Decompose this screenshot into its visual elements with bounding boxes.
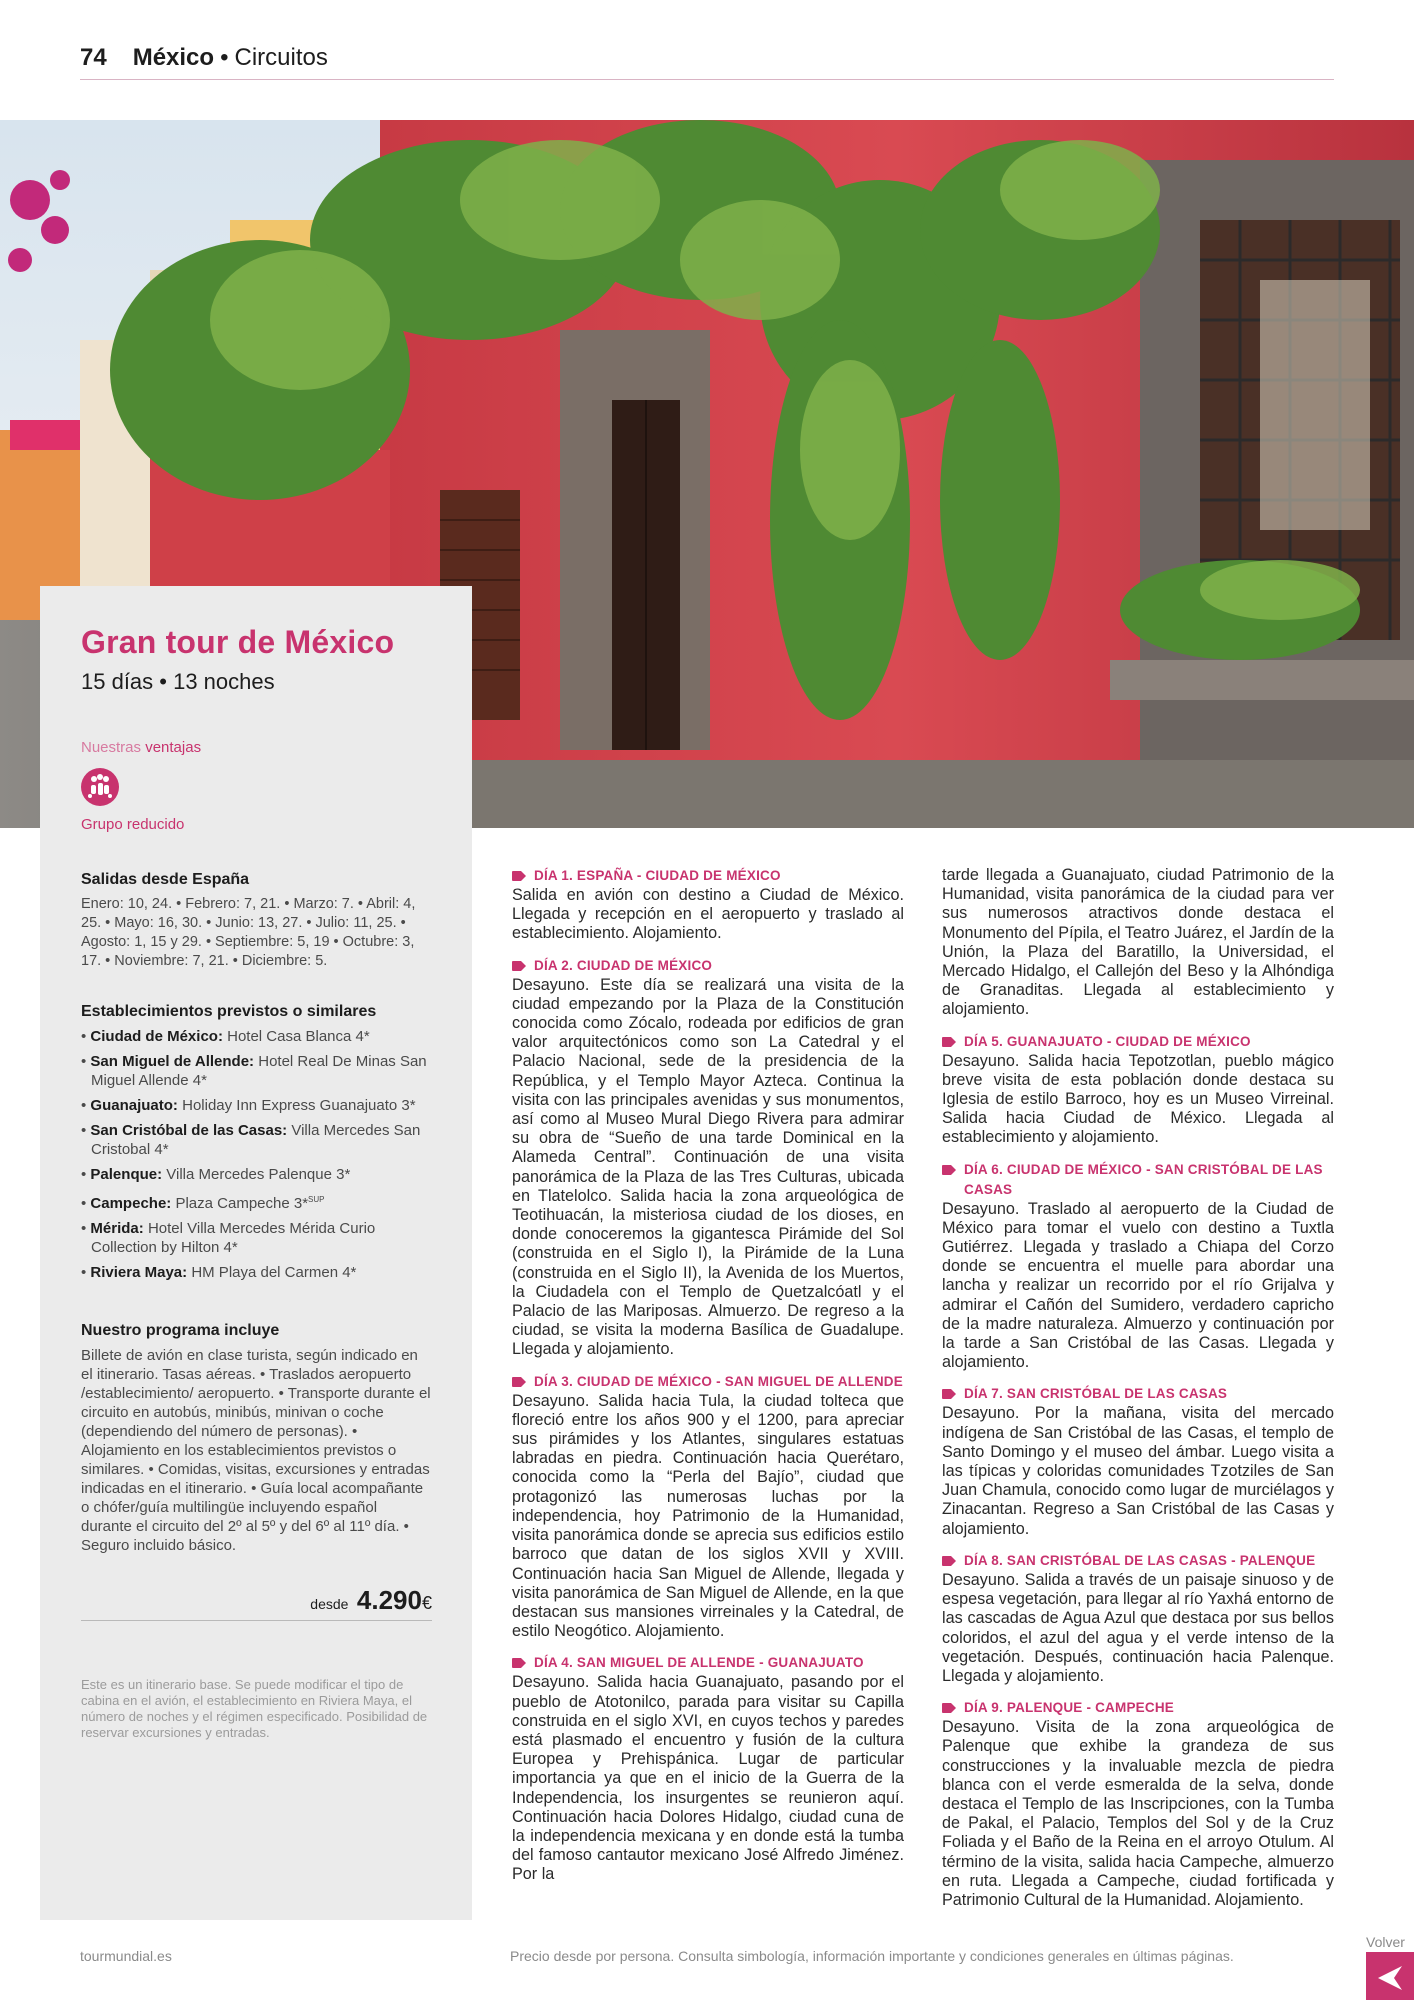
arrow-bullet-icon	[942, 1037, 956, 1047]
arrow-bullet-icon	[512, 871, 526, 881]
day-title: DÍA 1. ESPAÑA - CIUDAD DE MÉXICO	[512, 866, 904, 886]
hotels-title: Establecimientos previstos o similares	[81, 1003, 377, 1020]
day-body: tarde llegada a Guanajuato, ciudad Patrimonio de la Humanidad, visita panorámica de la ciudad para ver sus numerosos atractivos donde destaca el Monumento del Pípila, el Teatro Juárez, el Jardín de la Unión, la Plaza del Baratillo, la Universidad, el Mercado Hidalgo, el Callejón del Beso y la Alhóndiga de Granaditas. Llegada al establecimiento y alojamiento.	[942, 866, 1334, 1019]
day-body: Desayuno. Traslado al aeropuerto de la Ciudad de México para tomar el vuelo con destino a Tuxtla Gutiérrez. Llegada y traslado a Chiapa del Corzo donde se encuentra el muelle para abordar una lancha y realizar un recorrido por el río Grijalva y admirar el Cañón del Sumidero, verdadero capricho de la madre naturaleza. Almuerzo y continuación por la tarde a San Cristóbal de las Casas. Llegada y alojamiento.	[942, 1199, 1334, 1372]
list-item: • San Miguel de Allende: Hotel Real De Minas San Miguel Allende 4*	[81, 1053, 427, 1089]
advantages-heading	[81, 739, 432, 756]
day-entry	[512, 1653, 904, 1884]
includes-section	[81, 1322, 432, 1555]
day-entry	[942, 1032, 1334, 1148]
day-title: DÍA 3. CIUDAD DE MÉXICO - SAN MIGUEL DE ALLENDE	[512, 1372, 904, 1392]
day-title: DÍA 5. GUANAJUATO - CIUDAD DE MÉXICO	[942, 1032, 1334, 1052]
day-body: Desayuno. Salida hacia Guanajuato, pasando por el pueblo de Atotonilco, parada para visitar su Capilla construida en el siglo XVI, en cuyos techos y paredes está plasmado el encuentro y fusión de la cultura Europea y Prehispánica. Lugar de particular importancia ya que en el inicio de la Guerra de la Independencia, los insurgentes se reunieron aquí. Continuación hacia Dolores Hidalgo, ciudad cuna de la independencia mexicana y en donde está la tumba del famoso cantautor mexicano José Alfredo Jiménez. Por la	[512, 1673, 904, 1884]
day-body: Desayuno. Este día se realizará una visita de la ciudad empezando por la Plaza de la Constitución conocida como Zócalo, rodeada por edificios de gran valor arquitectónicos como son La Catedral y el Palacio Nacional, sede de la presidencia de la República, y el Templo Mayor Azteca. Continua la visita con las principales avenidas y sus monumentos, así como al Museo Mural Diego Rivera para admirar su obra de “Sueño de una tarde Dominical en la Alameda Central”. Continuación de una visita panorámica de la Plaza de las Tres Culturas, ubicada en Tlatelolco. Salida hacia la zona arqueológica de Teotihuacán, la misteriosa ciudad de los dioses, en donde conoceremos la gigantesca Pirámide del Sol (construida en el Siglo I), la Pirámide de la Luna (construida en el Siglo II), la Avenida de los Muertos, la Ciudadela con el Templo de Quetzalcóatl y el Palacio de las Mariposas. Almuerzo. De regreso a la ciudad, se visita la moderna Basílica de Guadalupe. Llegada y alojamiento.	[512, 975, 904, 1359]
itinerary-column-2	[942, 866, 1334, 1922]
day-title: DÍA 2. CIUDAD DE MÉXICO	[512, 956, 904, 976]
itinerary-column-1	[512, 866, 904, 1897]
header-section: Circuitos	[234, 44, 328, 71]
price-box	[81, 1585, 432, 1621]
day-entry	[512, 1372, 904, 1642]
arrow-bullet-icon	[512, 961, 526, 971]
advantage-label: Grupo reducido	[81, 816, 185, 833]
header-separator: •	[220, 44, 229, 71]
departures-text: Enero: 10, 24. • Febrero: 7, 21. • Marzo: 7. • Abril: 4, 25. • Mayo: 16, 30. • Junio: 13, 27. • Julio: 11, 25. • Agosto: 1, 15 y 29. • Septiembre: 5, 19 • Octubre: 3, 17. • Noviembre: 7, 21. • Diciembre: 5.	[81, 896, 416, 969]
day-entry	[942, 866, 1334, 1020]
list-item: • San Cristóbal de las Casas: Villa Mercedes San Cristobal 4*	[81, 1122, 421, 1158]
day-body: Desayuno. Por la mañana, visita del mercado indígena de San Cristóbal de las Casas, el templo de Santo Domingo y el museo del ámbar. Luego visita a las típicas y coloridas comunidades Tzotziles de San Juan Chamula, conocido como lugar de murciélagos y Zinacantan. Regreso a San Cristóbal de las Casas y alojamiento.	[942, 1404, 1334, 1538]
tour-title: Gran tour de México	[81, 624, 395, 660]
includes-title: Nuestro programa incluye	[81, 1322, 280, 1339]
arrow-bullet-icon	[942, 1703, 956, 1713]
footer-site[interactable]: tourmundial.es	[80, 1948, 172, 1964]
list-item: • Mérida: Hotel Villa Mercedes Mérida Curio Collection by Hilton 4*	[81, 1220, 376, 1256]
arrow-bullet-icon	[942, 1165, 956, 1175]
price-prefix: desde	[310, 1596, 349, 1612]
day-body: Salida en avión con destino a Ciudad de México. Llegada y recepción en el aeropuerto y traslado al establecimiento. Alojamiento.	[512, 886, 904, 943]
footer-disclaimer: Precio desde por persona. Consulta simbología, información importante y condiciones generales en últimas páginas.	[510, 1948, 1234, 1964]
day-title: DÍA 8. SAN CRISTÓBAL DE LAS CASAS - PALENQUE	[942, 1551, 1334, 1571]
day-entry	[942, 1384, 1334, 1538]
list-item: • Guanajuato: Holiday Inn Express Guanajuato 3*	[81, 1097, 416, 1114]
includes-text: Billete de avión en clase turista, según indicado en el itinerario. Tasas aéreas. • Traslados aeropuerto /establecimiento/ aeropuerto. • Transporte durante el circuito en autobús, minibús, minivan o coche (dependiendo del número de personas). • Alojamiento en los establecimientos previstos o similares. • Comidas, visitas, excursiones y entradas indicadas en el itinerario. • Guía local acompañante o chófer/guía multilingüe incluyendo español durante el circuito del 2º al 5º y del 6º al 11º día. • Seguro incluido básico.	[81, 1347, 431, 1554]
hotels-list	[81, 1027, 432, 1282]
tour-summary-panel	[40, 586, 472, 1920]
group-icon	[81, 768, 119, 806]
day-entry	[942, 1698, 1334, 1910]
arrow-bullet-icon	[942, 1556, 956, 1566]
tour-duration: 15 días • 13 noches	[81, 669, 275, 694]
arrow-bullet-icon	[942, 1389, 956, 1399]
list-item: • Campeche: Plaza Campeche 3*$^{SUP}$	[81, 1195, 325, 1212]
hotels-section	[81, 1003, 432, 1282]
itinerary-note: Este es un itinerario base. Se puede modificar el tipo de cabina en el avión, el establecimiento en Riviera Maya, el número de noches y el régimen especificado. Posibilidad de reservar excursiones y entradas.	[81, 1677, 428, 1740]
day-entry	[512, 866, 904, 944]
advantages-prefix: Nuestras	[81, 739, 142, 756]
day-entry	[942, 1160, 1334, 1373]
list-item: • Riviera Maya: HM Playa del Carmen 4*	[81, 1264, 357, 1281]
day-title: DÍA 9. PALENQUE - CAMPECHE	[942, 1698, 1334, 1718]
departures-title: Salidas desde España	[81, 871, 250, 888]
page-header	[80, 44, 1334, 80]
price-amount: 4.290	[356, 1585, 422, 1615]
list-item: • Ciudad de México: Hotel Casa Blanca 4*	[81, 1028, 370, 1045]
back-label[interactable]: Volver	[1366, 1934, 1405, 1950]
list-item: • Palenque: Villa Mercedes Palenque 3*	[81, 1166, 351, 1183]
arrow-bullet-icon	[512, 1377, 526, 1387]
back-arrow-icon	[1366, 1952, 1414, 2000]
departures-section	[81, 871, 432, 971]
day-entry	[942, 1551, 1334, 1686]
day-title: DÍA 4. SAN MIGUEL DE ALLENDE - GUANAJUATO	[512, 1653, 904, 1673]
day-entry	[512, 956, 904, 1360]
day-body: Desayuno. Salida hacia Tula, la ciudad tolteca que floreció entre los años 900 y el 1200, para apreciar sus pirámides y los Atlantes, singulares estatuas labradas en piedra. Continuación hacia Querétaro, conocida como la “Perla del Bajío”, ciudad que protagonizó las numerosas luchas por la independencia, hoy Patrimonio de la Humanidad, visita panorámica donde se aprecia sus edificios estilo barroco que datan de los siglos XVII y XVIII. Continuación hacia San Miguel de Allende, llegada y visita panorámica de San Miguel de Allende, en la que destacan sus mansiones virreinales y la Catedral, de estilo Neogótico. Alojamiento.	[512, 1391, 904, 1641]
page-number: 74	[80, 44, 107, 71]
day-body: Desayuno. Salida a través de un paisaje sinuoso y de espesa vegetación, para llegar al río Yaxhá entorno de las cascadas de Agua Azul que destaca por sus bellos coloridos, el azul del agua y el verde intenso de la vegetación. Después, continuación hacia Palenque. Llegada y alojamiento.	[942, 1570, 1334, 1685]
day-body: Desayuno. Visita de la zona arqueológica de Palenque que exhibe la grandeza de sus construcciones y la invaluable mezcla de piedra blanca con el verde esmeralda de la selva, donde destaca el Templo de las Inscripciones, con la Tumba de Pakal, el Palacio, Templos del Sol y de la Cruz Foliada y el Baño de la Reina en el arroyo Otulum. Al término de la visita, salida hacia Campeche, almuerzo en ruta. Llegada a Campeche, ciudad fortificada y Patrimonio Cultural de la Humanidad. Alojamiento.	[942, 1718, 1334, 1909]
day-title: DÍA 6. CIUDAD DE MÉXICO - SAN CRISTÓBAL DE LAS CASAS	[942, 1160, 1334, 1200]
price-currency: €	[421, 1593, 432, 1613]
day-body: Desayuno. Salida hacia Tepotzotlan, pueblo mágico breve visita de esta población donde destaca su Iglesia de estilo Barroco, hoy es un Museo Virreinal. Salida hacia Ciudad de México. Llegada al establecimiento y alojamiento.	[942, 1051, 1334, 1147]
advantages-word: ventajas	[145, 739, 202, 756]
back-button[interactable]	[1366, 1952, 1414, 2000]
header-country: México	[132, 44, 215, 71]
day-title: DÍA 7. SAN CRISTÓBAL DE LAS CASAS	[942, 1384, 1334, 1404]
arrow-bullet-icon	[512, 1658, 526, 1668]
